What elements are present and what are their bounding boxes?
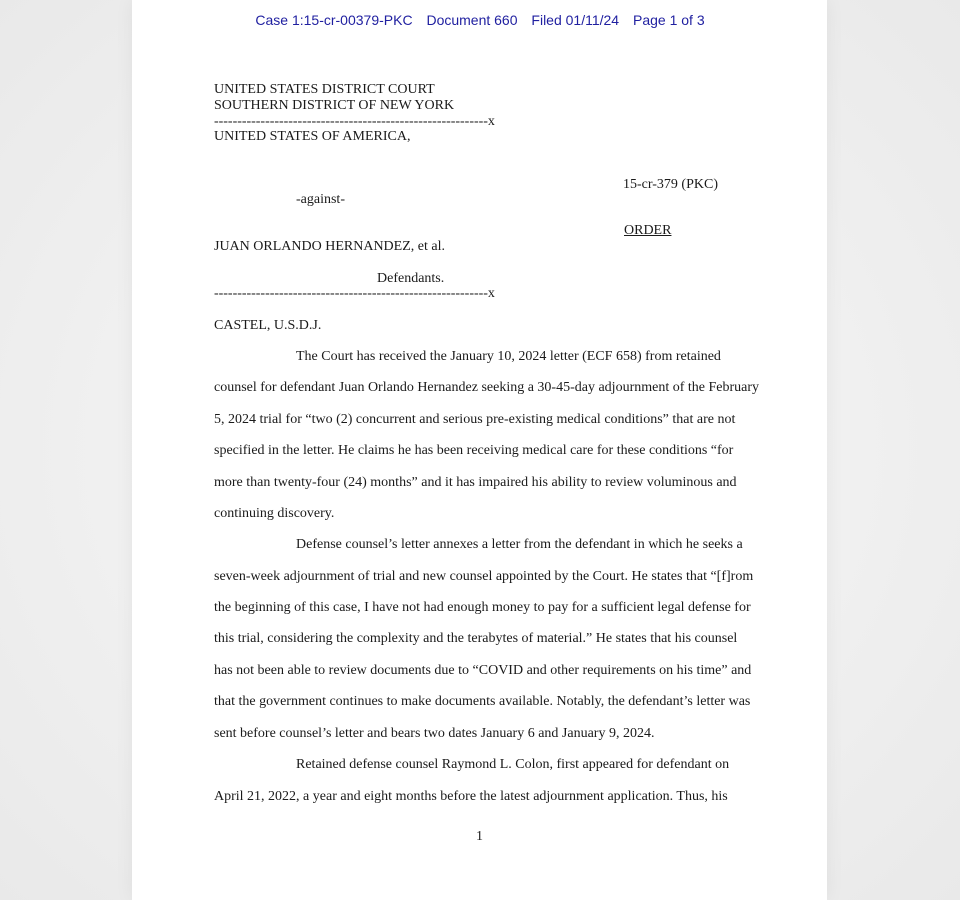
judge-line: CASTEL, U.S.D.J. [214, 318, 322, 333]
caption-separator-bottom: -----------------------------------------------------------x [214, 286, 495, 301]
order-title: ORDER [624, 223, 672, 238]
against-label: -against- [296, 192, 345, 207]
defendants-label: Defendants. [377, 271, 445, 286]
caption-separator-top: -----------------------------------------------------------x [214, 114, 495, 129]
body-line: 5, 2024 trial for “two (2) concurrent and serious pre-existing medical conditions” that are not [214, 412, 736, 427]
body-line: specified in the letter. He claims he has been receiving medical care for these conditions “for [214, 443, 734, 458]
body-line: has not been able to review documents due to “COVID and other requirements on his time” and [214, 663, 752, 678]
court-name-line2: SOUTHERN DISTRICT OF NEW YORK [214, 98, 455, 113]
body-line: this trial, considering the complexity and the terabytes of material.” He states that his counsel [214, 631, 738, 646]
case-number: 15-cr-379 (PKC) [623, 177, 718, 192]
body-line: seven-week adjournment of trial and new counsel appointed by the Court. He states that “[f]rom [214, 569, 754, 584]
plaintiff-name: UNITED STATES OF AMERICA, [214, 129, 411, 144]
body-line: sent before counsel’s letter and bears two dates January 6 and January 9, 2024. [214, 726, 655, 741]
page-number: 1 [476, 829, 483, 844]
body-line: the beginning of this case, I have not had enough money to pay for a sufficient legal defense for [214, 600, 751, 615]
body-line: April 21, 2022, a year and eight months before the latest adjournment application. Thus, his [214, 789, 728, 804]
body-line: Retained defense counsel Raymond L. Colon, first appeared for defendant on [296, 757, 730, 772]
body-line: Defense counsel’s letter annexes a letter from the defendant in which he seeks a [296, 537, 743, 552]
court-name-line1: UNITED STATES DISTRICT COURT [214, 82, 435, 97]
page-indicator: Page 1 of 3 [633, 12, 705, 28]
body-line: more than twenty-four (24) months” and it has impaired his ability to review voluminous and [214, 475, 737, 490]
body-line: The Court has received the January 10, 2024 letter (ECF 658) from retained [296, 349, 721, 364]
body-line: continuing discovery. [214, 506, 335, 521]
ecf-header [0, 12, 960, 28]
filed-date: Filed 01/11/24 [531, 12, 620, 28]
body-line: counsel for defendant Juan Orlando Hernandez seeking a 30-45-day adjournment of the February [214, 380, 760, 395]
document-number: Document 660 [426, 12, 518, 28]
document-page [132, 0, 827, 900]
defendant-name: JUAN ORLANDO HERNANDEZ, et al. [214, 239, 445, 254]
case-id: Case 1:15-cr-00379-PKC [255, 12, 413, 28]
body-line: that the government continues to make documents available. Notably, the defendant’s letter was [214, 694, 751, 709]
